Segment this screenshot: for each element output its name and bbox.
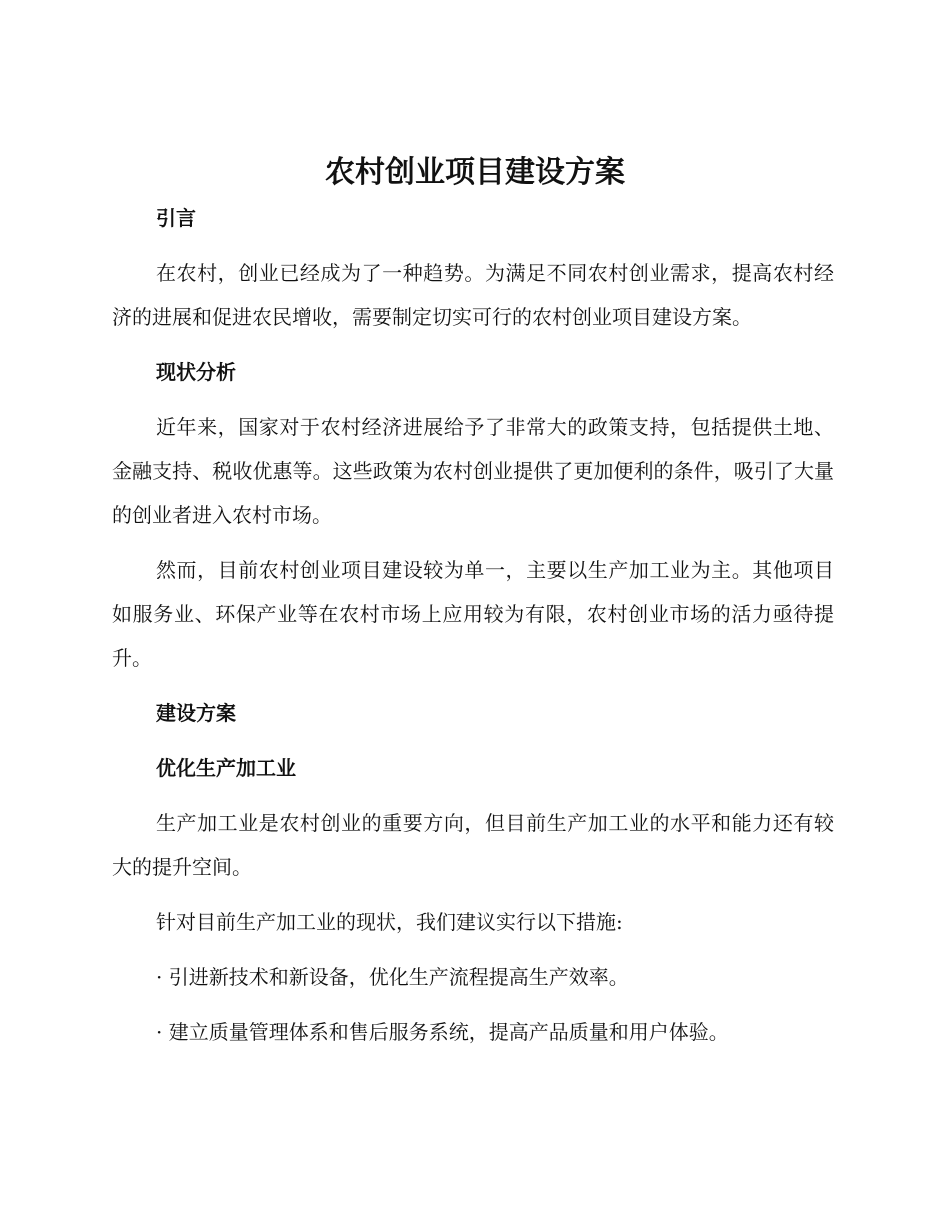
document-title: 农村创业项目建设方案	[325, 155, 625, 190]
document-body	[112, 196, 834, 1054]
paragraph-status-2: 然而，目前农村创业项目建设较为单一，主要以生产加工业为主。其他项目如服务业、环保产业等在农村市场上应用较为有限，农村创业市场的活力亟待提升。	[112, 558, 834, 670]
paragraph-plan-2: 针对目前生产加工业的现状，我们建议实行以下措施:	[156, 910, 623, 934]
heading-status: 现状分析	[156, 360, 236, 384]
heading-plan: 建设方案	[156, 701, 236, 725]
paragraph-status-1: 近年来，国家对于农村经济进展给予了非常大的政策支持，包括提供土地、金融支持、税收优惠等。这些政策为农村创业提供了更加便利的条件，吸引了大量的创业者进入农村市场。	[112, 415, 834, 527]
bullet-item-2: · 建立质量管理体系和售后服务系统，提高产品质量和用户体验。	[156, 1020, 729, 1044]
paragraph-plan-1: 生产加工业是农村创业的重要方向，但目前生产加工业的水平和能力还有较大的提升空间。	[112, 811, 834, 879]
subheading-optimize: 优化生产加工业	[156, 756, 296, 780]
paragraph-intro: 在农村，创业已经成为了一种趋势。为满足不同农村创业需求，提高农村经济的进展和促进农民增收，需要制定切实可行的农村创业项目建设方案。	[112, 261, 834, 329]
heading-intro: 引言	[156, 206, 196, 230]
bullet-item-1: · 引进新技术和新设备，优化生产流程提高生产效率。	[156, 965, 629, 989]
